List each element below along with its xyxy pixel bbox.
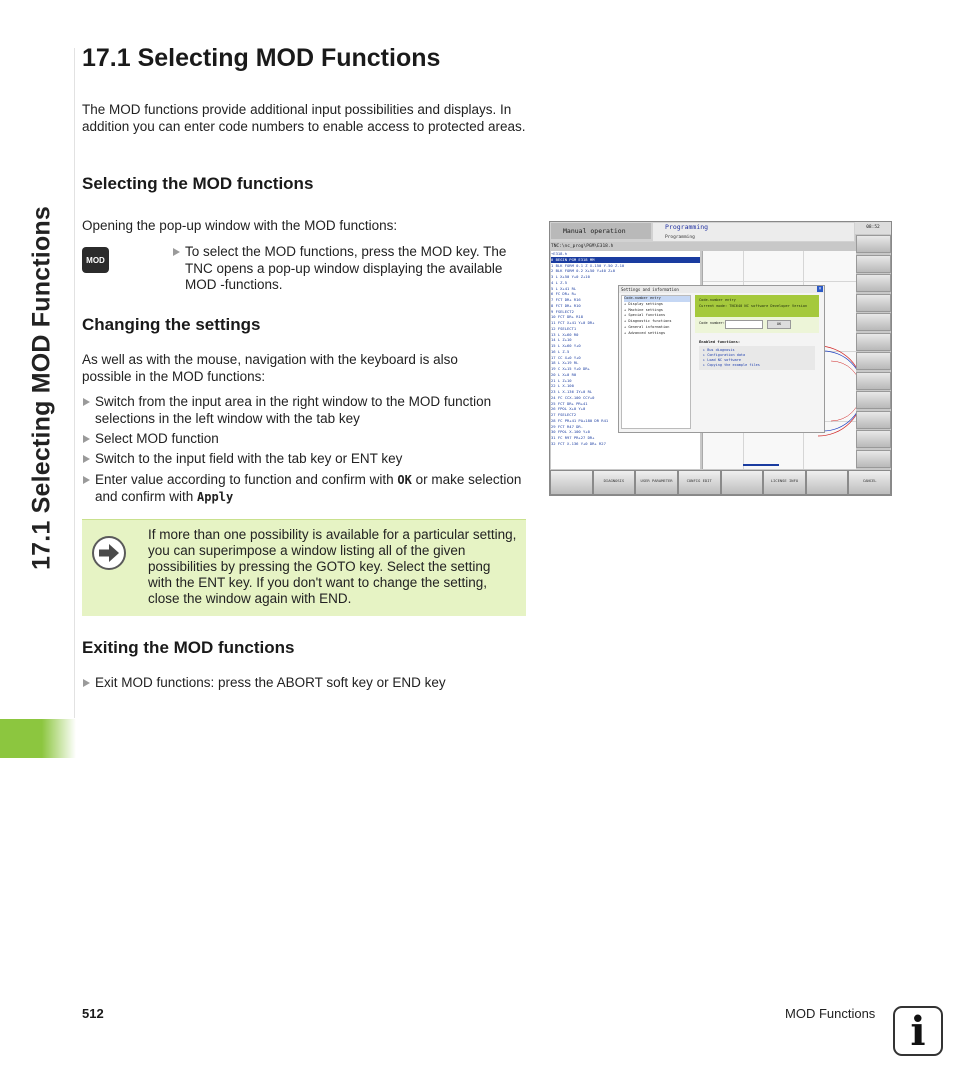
program-line[interactable]: 2 BLK FORM 0.2 X+50 Y+40 Z+0	[551, 268, 616, 274]
changing-step-1	[82, 394, 527, 427]
softkey[interactable]: CANCEL	[848, 470, 891, 495]
enabled-function-link[interactable]: ▸ Load NC software	[703, 358, 741, 362]
program-line[interactable]: 12 FSELECT1	[551, 325, 577, 331]
softkey[interactable]: DIAGNOSIS	[593, 470, 636, 495]
settings-tree	[621, 295, 691, 429]
info-icon-glyph: i	[910, 1008, 926, 1055]
program-line[interactable]: →E318.h	[551, 251, 568, 256]
changing-step-4	[82, 472, 527, 505]
program-line[interactable]: 7 FCT DR+ R16	[551, 297, 581, 302]
mod-key-icon	[82, 247, 109, 273]
program-line[interactable]: 18 L X+19 RL	[551, 360, 579, 366]
tip-text: If more than one possibility is available for a particular setting, you can superimpose a window listing all of the given possibilities by pressing the GOTO key. Select the setting with the ENT key. If you don't want to change the setting, close the window again with END.	[148, 527, 517, 606]
code-label: Code number:	[699, 321, 725, 325]
step-arrow-icon	[173, 248, 180, 256]
softkey[interactable]: CONFIG EDIT	[678, 470, 721, 495]
exiting-step	[82, 675, 527, 692]
program-line[interactable]: 20 L X+0 R0	[551, 371, 577, 377]
program-line[interactable]: 11 FCT X+41 Y+0 DR+	[551, 320, 595, 325]
panel-title: Code-number entry	[699, 298, 736, 302]
settings-tree-item[interactable]: + Diagnostic functions	[624, 319, 672, 324]
changing-step-4-text-a: Enter value according to function and confirm with	[95, 472, 398, 487]
enabled-function-link[interactable]: ▸ Bus diagnosis	[703, 348, 735, 352]
program-line[interactable]: 0 BEGIN PGM E318 MM	[551, 257, 700, 263]
page-title: 17.1 Selecting MOD Functions	[82, 44, 441, 72]
program-line[interactable]: 25 FCT DR+ PR+41	[551, 400, 588, 406]
mod-key-label: MOD	[86, 255, 105, 265]
step-arrow-icon	[83, 476, 90, 484]
changing-lead: As well as with the mouse, navigation with the keyboard is also possible in the MOD functions:	[82, 352, 458, 384]
program-line[interactable]: 31 FC R97 PR+27 DR+	[551, 435, 595, 440]
program-line[interactable]: 22 L X-100	[551, 383, 574, 389]
selecting-lead: Opening the pop-up window with the MOD functions:	[82, 218, 398, 233]
heading-exiting: Exiting the MOD functions	[82, 638, 295, 657]
changing-step-3	[82, 451, 527, 468]
enabled-function-link[interactable]: ▸ Configuration data	[703, 353, 746, 357]
ok-button[interactable]: OK	[767, 320, 791, 329]
footer-chapter: MOD Functions	[785, 1006, 876, 1021]
selecting-step	[172, 244, 522, 294]
settings-tree-item[interactable]: + Special functions	[624, 313, 666, 318]
program-line[interactable]: 3 L X+50 Y+0 Z+10	[551, 274, 590, 279]
code-row	[695, 317, 819, 333]
softkey[interactable]	[721, 470, 764, 495]
exiting-step-text: Exit MOD functions: press the ABORT soft key or END key	[95, 675, 446, 690]
changing-step-4-text-b: or make selection and confirm with	[95, 472, 522, 504]
mode-programming	[653, 223, 854, 241]
page-number: 512	[82, 1006, 104, 1021]
program-line[interactable]: 15 L X+60 Y+0	[551, 343, 581, 348]
softkey-bar	[550, 470, 891, 495]
screen-mode-bar	[550, 222, 855, 242]
side-chapter-title	[22, 48, 62, 728]
selecting-step-text: To select the MOD functions, press the MOD key. The TNC opens a pop-up window displaying the available MOD -functions.	[185, 244, 507, 292]
softkey[interactable]: USER PARAMETER	[635, 470, 678, 495]
panel-description: Current mode: TNC640 NC software Developer Version	[699, 304, 808, 308]
arrow-right-icon	[92, 536, 126, 570]
ok-code: OK	[397, 473, 412, 487]
code-number-panel	[695, 295, 819, 425]
mode-programming-label: Programming	[665, 223, 709, 231]
program-line[interactable]: 14 L Z+10	[551, 337, 572, 343]
program-line[interactable]: 5 L X+41 RL	[551, 285, 577, 291]
program-line[interactable]: 29 FCT R47 DR-	[551, 423, 584, 429]
tip-box	[82, 519, 526, 616]
mode-programming-sub: Programming	[665, 235, 695, 240]
program-line[interactable]: 13 L X+60 R0	[551, 331, 579, 337]
heading-selecting: Selecting the MOD functions	[82, 174, 314, 193]
program-line[interactable]: 4 L Z-5	[551, 279, 568, 285]
changing-step-2-text: Select MOD function	[95, 431, 219, 446]
program-line[interactable]: 32 FCT X-136 Y+0 DR+ R27	[551, 440, 606, 446]
tnc-screenshot	[549, 221, 892, 496]
panel-header	[695, 295, 819, 317]
program-line[interactable]: 1 BLK FORM 0.1 Z X-150 Y-50 Z-10	[551, 262, 625, 268]
settings-dialog	[618, 285, 825, 433]
step-arrow-icon	[83, 679, 90, 687]
program-line[interactable]: 17 CC X+0 Y+0	[551, 354, 581, 360]
step-arrow-icon	[83, 435, 90, 443]
program-line[interactable]: 27 FSELECT2	[551, 412, 577, 417]
program-line[interactable]: 21 L Z+10	[551, 377, 572, 383]
apply-code: Apply	[197, 489, 234, 504]
chapter-tab-marker	[0, 719, 76, 758]
heading-changing: Changing the settings	[82, 315, 261, 334]
info-icon	[893, 1006, 943, 1056]
mode-manual-operation	[551, 223, 651, 239]
side-chapter-title-text: 17.1 Selecting MOD Functions	[27, 206, 56, 570]
settings-tree-item[interactable]: + Machine settings	[624, 307, 663, 312]
program-line[interactable]: 23 L X-136 IY+0 RL	[551, 389, 593, 394]
program-line[interactable]: 9 FSELECT2	[551, 308, 574, 314]
code-number-input[interactable]	[725, 320, 763, 329]
enabled-function-link[interactable]: ▸ Copying the example files	[703, 363, 760, 367]
program-line[interactable]: 28 FC PR+41 PA+180 DR R41	[551, 417, 609, 423]
mode-manual-label: Manual operation	[563, 227, 626, 235]
close-icon[interactable]: ×	[818, 286, 822, 292]
program-path: TNC:\nc_prog\PGM\E318.h	[551, 244, 614, 249]
dialog-title: Settings and information	[619, 286, 824, 293]
changing-step-3-text: Switch to the input field with the tab key or ENT key	[95, 451, 403, 466]
enabled-functions-label: Enabled functions:	[699, 339, 741, 344]
program-line[interactable]: 24 FC CCX-100 CCY+0	[551, 394, 595, 400]
softkey[interactable]: LICENSE INFO	[763, 470, 806, 495]
settings-tree-item[interactable]: + Advanced settings	[624, 330, 666, 335]
side-divider	[74, 48, 75, 718]
program-line[interactable]: 6 FC DR+ R+	[551, 291, 577, 297]
screen-side-softkeys	[856, 235, 891, 469]
enabled-functions-list	[699, 346, 815, 370]
intro-paragraph: The MOD functions provide additional input possibilities and displays. In addition you can enter code numbers to enable access to protected areas.	[82, 102, 526, 134]
screen-clock: 08:52	[855, 222, 891, 234]
softkey[interactable]	[550, 470, 593, 495]
changing-step-2	[82, 431, 527, 448]
program-line[interactable]: 16 L Z-5	[551, 348, 570, 354]
settings-tree-item[interactable]: + Display settings	[624, 301, 663, 306]
settings-tree-item[interactable]: Code-number entry	[624, 296, 690, 302]
program-line[interactable]: 19 C X+15 Y+0 DR+	[551, 366, 590, 371]
program-line[interactable]: 8 FCT DR+ R10	[551, 302, 581, 308]
step-arrow-icon	[83, 455, 90, 463]
softkey[interactable]	[806, 470, 849, 495]
program-line[interactable]: 26 FPOL X+0 Y+0	[551, 406, 586, 412]
settings-tree-item[interactable]: + General information	[624, 324, 670, 329]
step-arrow-icon	[83, 398, 90, 406]
program-line[interactable]: 10 FCT DR+ R18	[551, 314, 584, 320]
changing-step-1-text: Switch from the input area in the right window to the MOD function selections in the left window with the tab key	[95, 394, 492, 426]
program-line[interactable]: 30 FPOL X-100 Y+0	[551, 429, 590, 435]
